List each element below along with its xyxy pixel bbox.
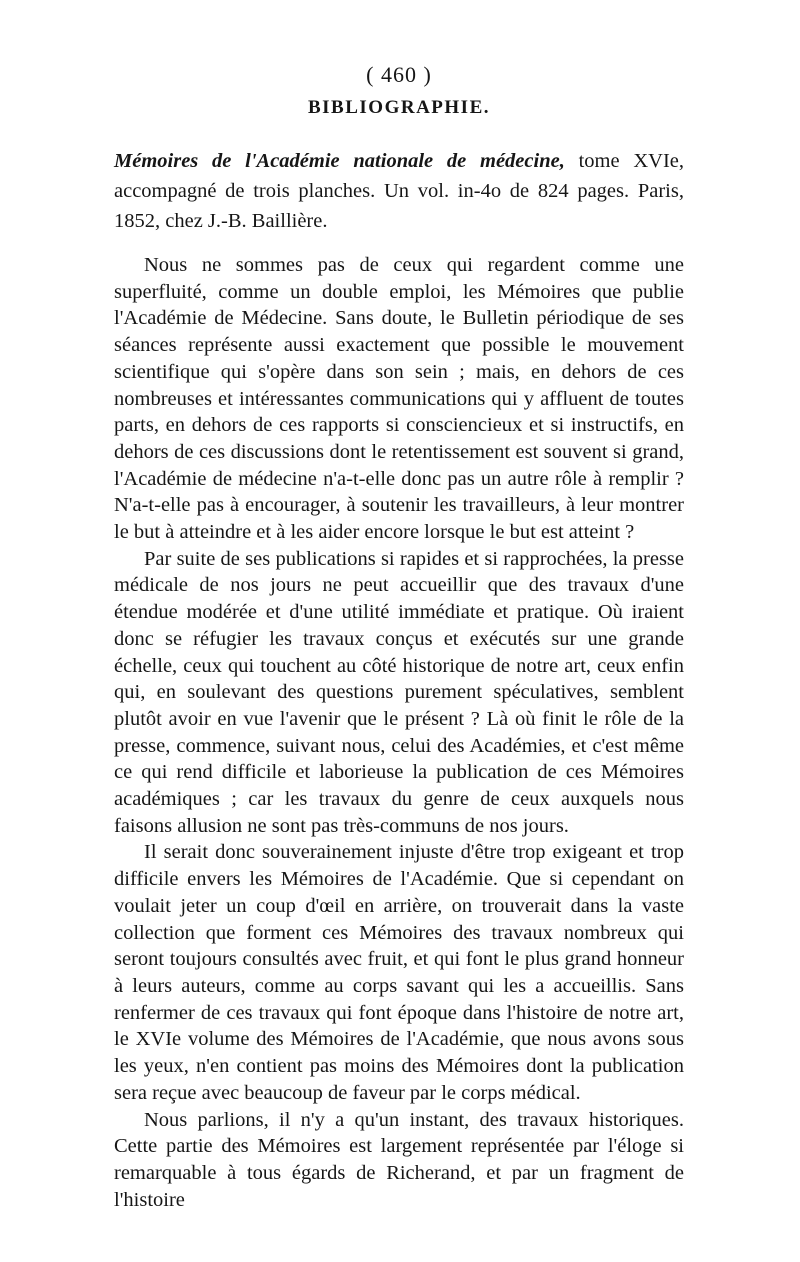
- section-title: BIBLIOGRAPHIE.: [307, 97, 490, 118]
- paragraph: Il serait donc souverainement injuste d'être trop exigeant et trop difficile envers les Mémoires de l'Académie. Que si cependant on voulait jeter un coup d'œil en arrière, on trouverait dans la vaste collection que forment ces Mémoires des travaux nombreux qui seront toujours consultés avec fruit, et qui font le plus grand honneur à leurs auteurs, comme au corps savant qui les a accueillis. Sans renfermer de ces travaux qui font époque dans l'histoire de notre art, le XVIe volume des Mémoires de l'Académie, que nous avons sous les yeux, n'en contient pas moins des Mémoires dont la publication sera reçue avec beaucoup de faveur par le corps médical.: [114, 841, 684, 1104]
- bibliographic-citation: [114, 146, 684, 236]
- page-number: ( 460 ): [366, 62, 432, 87]
- paragraph: Nous parlions, il n'y a qu'un instant, des travaux historiques. Cette partie des Mémoires est largement représentée par l'éloge si remarquable à tous égards de Richerand, et par un fragment de l'histoire: [114, 1108, 684, 1211]
- paragraph: Par suite de ses publications si rapides et si rapprochées, la presse médicale de nos jours ne peut accueillir que des travaux d'une étendue modérée et d'une utilité immédiate et pratique. Où iraient donc se réfugier les travaux conçus et exécutés sur une grande échelle, ceux qui touchent au côté historique de notre art, ceux enfin qui, en soulevant des questions purement spéculatives, semblent plutôt avoir en vue l'avenir que le présent ? Là où finit le rôle de la presse, commence, suivant nous, celui des Académies, et c'est même ce qui rend difficile et laborieuse la publication de ces Mémoires académiques ; car les travaux du genre de ceux auxquels nous faisons allusion ne sont pas très-communs de nos jours.: [114, 547, 684, 837]
- body-text: [114, 252, 684, 1213]
- citation-details: tome XVIe, accompagné de trois planches. Un vol. in-4o de 824 pages. Paris, 1852, chez J.-B. Baillière.: [114, 150, 685, 232]
- paragraph: Nous ne sommes pas de ceux qui regardent comme une superfluité, comme un double emploi, les Mémoires que publie l'Académie de Médecine. Sans doute, le Bulletin périodique de ses séances représente aussi exactement que possible le mouvement scientifique qui s'opère dans son sein ; mais, en dehors de ces nombreuses et intéressantes communications qui y affluent de toutes parts, en dehors de ces rapports si consciencieux et si instructifs, en dehors de ces discussions dont le retentissement est souvent si grand, l'Académie de médecine n'a-t-elle donc pas un autre rôle à remplir ? N'a-t-elle pas à encourager, à soutenir les travailleurs, à leur montrer le but à atteindre et à les aider encore lorsque le but est atteint ?: [114, 254, 684, 544]
- citation-title: Mémoires de l'Académie nationale de médecine,: [114, 150, 565, 172]
